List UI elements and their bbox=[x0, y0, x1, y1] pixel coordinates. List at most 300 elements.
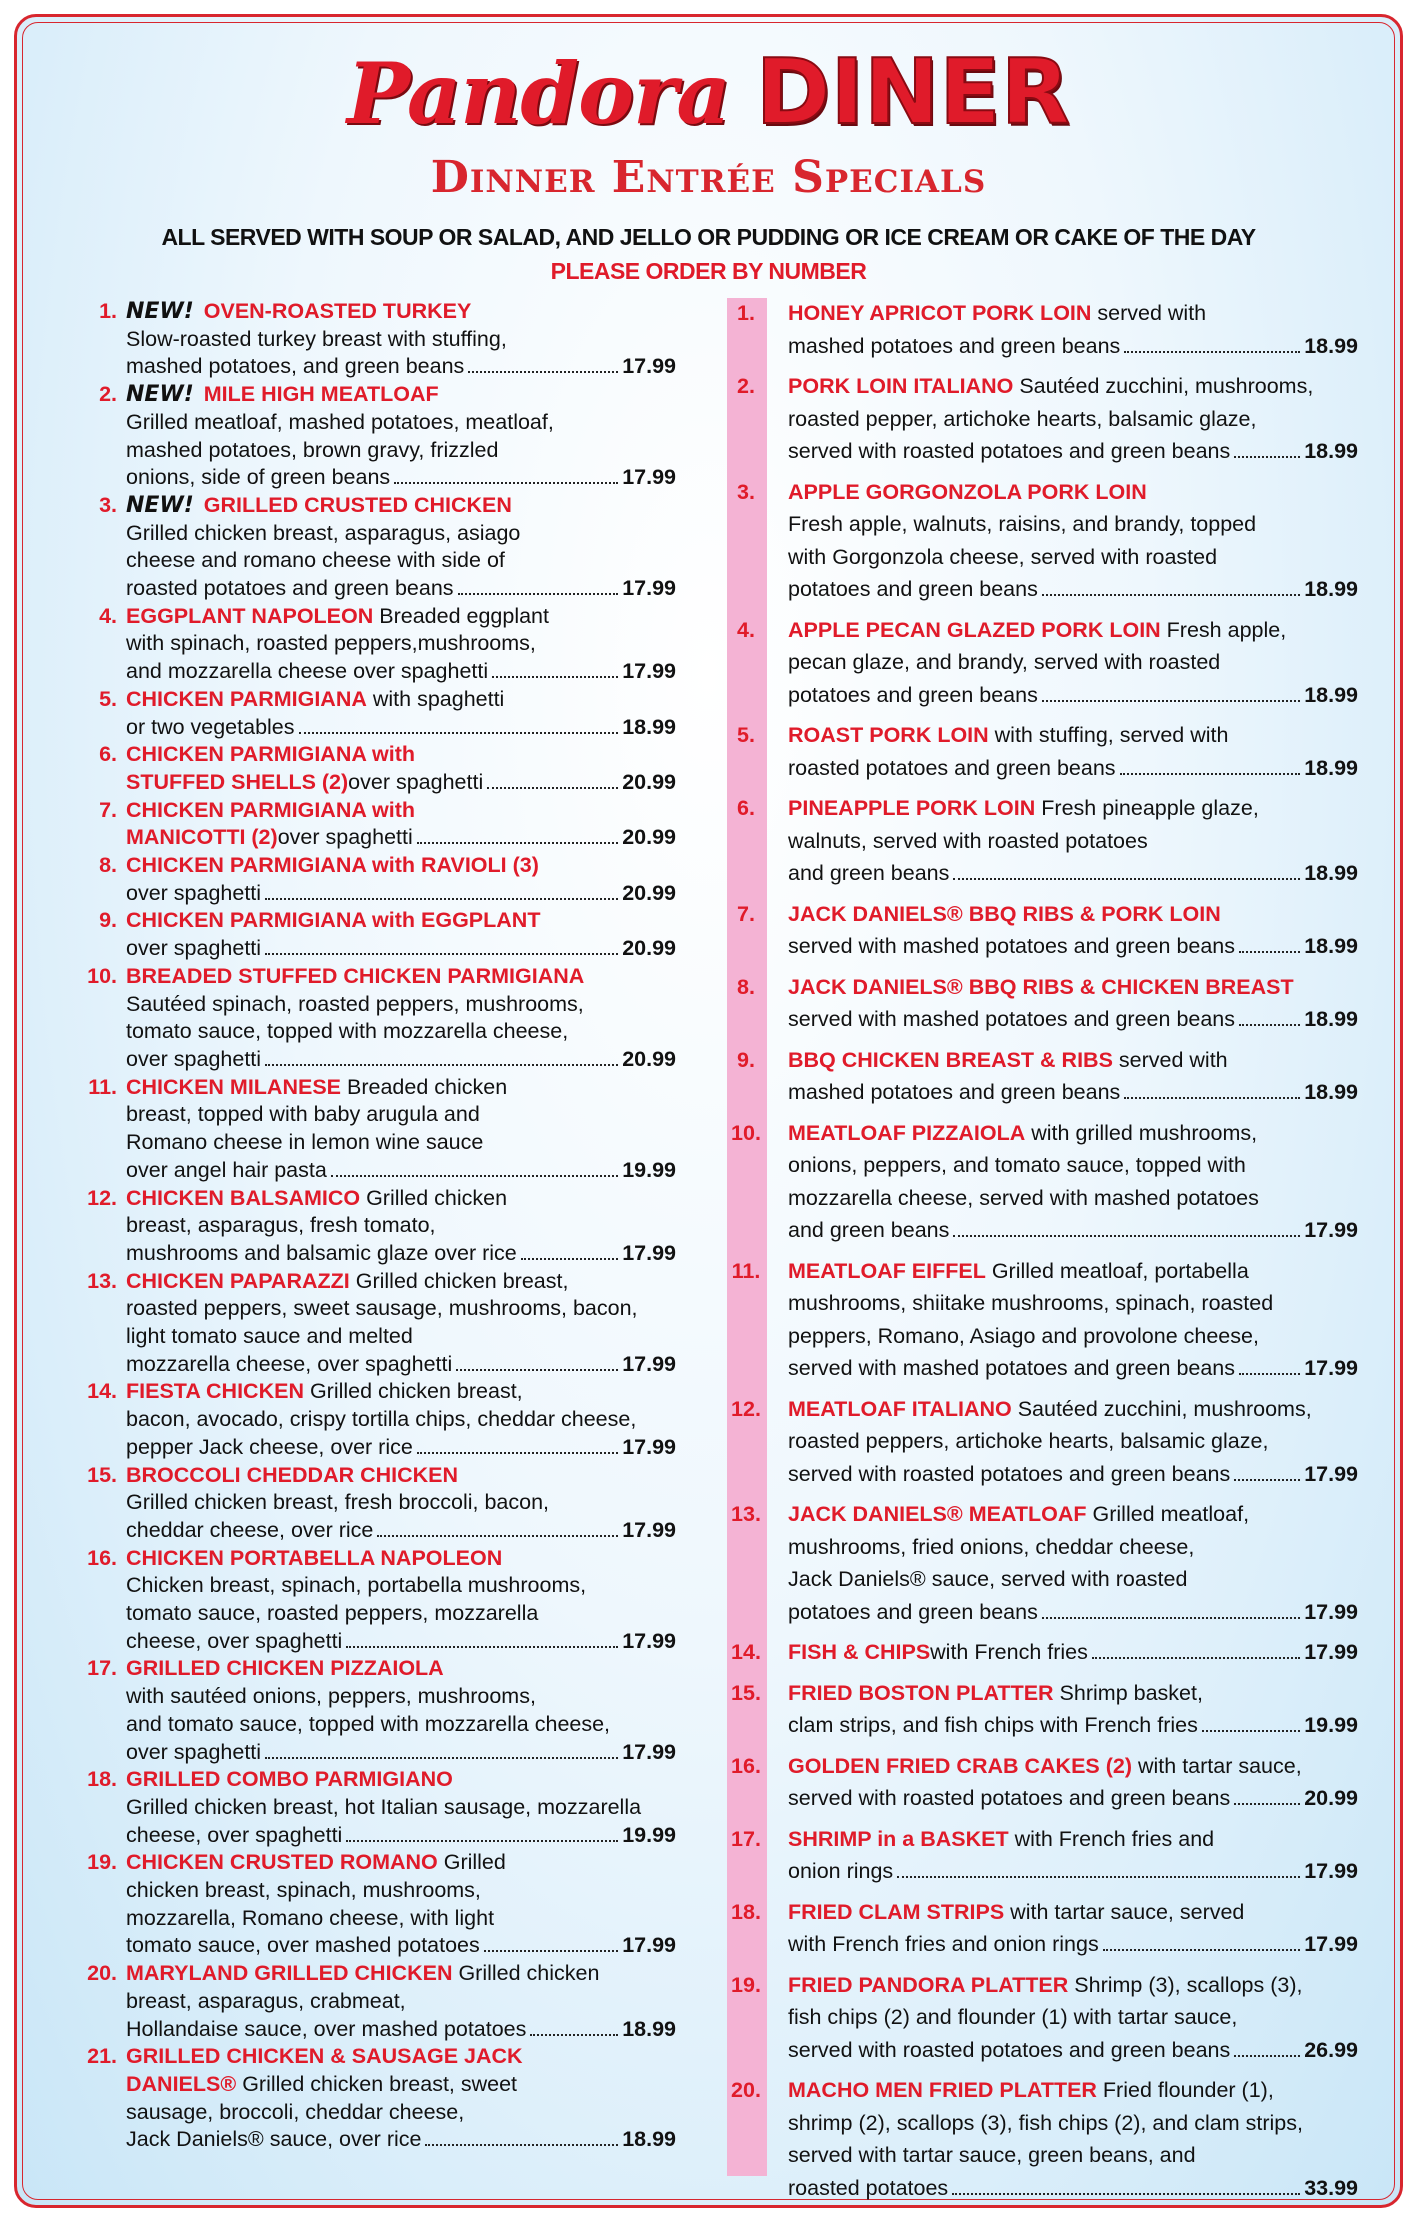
item-name: MEATLOAF ITALIANO bbox=[788, 1396, 1012, 1421]
item-desc: served with bbox=[1091, 301, 1207, 325]
item-price-line bbox=[126, 1351, 676, 1379]
item-description-line: over spaghetti bbox=[126, 880, 262, 905]
item-description-line: with Gorgonzola cheese, served with roasted bbox=[788, 544, 1218, 569]
logo-script-text: Pandora bbox=[346, 44, 730, 143]
item-body bbox=[126, 963, 676, 1074]
item-description-line: mozzarella, Romano cheese, with light bbox=[126, 1905, 495, 1930]
item-name-line bbox=[126, 1074, 676, 1102]
menu-item bbox=[64, 1849, 676, 1960]
item-name: CHICKEN PARMIGIANA with bbox=[126, 797, 416, 822]
item-name-line bbox=[788, 1896, 1358, 1929]
item-name-line bbox=[788, 1255, 1358, 1288]
leader-dots bbox=[1202, 1730, 1300, 1732]
item-description-line: breast, asparagus, fresh tomato, bbox=[126, 1213, 436, 1238]
item-name-line bbox=[788, 1393, 1358, 1426]
item-description-line: tomato sauce, roasted peppers, mozzarella bbox=[126, 1601, 539, 1626]
item-price: 17.99 bbox=[1304, 1461, 1358, 1486]
item-body bbox=[126, 1462, 676, 1545]
item-description-line: with sautéed onions, peppers, mushrooms, bbox=[126, 1684, 536, 1709]
menu-item bbox=[64, 1960, 676, 2043]
item-description-line: roasted potatoes bbox=[788, 2175, 949, 2200]
menu-item bbox=[64, 852, 676, 907]
item-name-line bbox=[788, 2074, 1358, 2107]
leader-dots bbox=[1042, 594, 1300, 596]
item-description-line: Slow-roasted turkey breast with stuffing, bbox=[126, 326, 507, 351]
menu-item bbox=[726, 1393, 1358, 1491]
leader-dots bbox=[1234, 1479, 1300, 1481]
item-body bbox=[126, 1849, 676, 1960]
item-name: CHICKEN PARMIGIANA with RAVIOLI (3) bbox=[126, 853, 539, 878]
item-description-line: cheddar cheese, over rice bbox=[126, 1517, 374, 1542]
item-price-line bbox=[126, 880, 676, 908]
item-number: 17. bbox=[87, 1656, 117, 1681]
menu-item bbox=[64, 963, 676, 1074]
leader-dots bbox=[952, 2193, 1300, 2195]
item-price: 19.99 bbox=[1304, 1713, 1358, 1737]
item-body bbox=[788, 1255, 1358, 1385]
item-name: BBQ CHICKEN BREAST & RIBS bbox=[788, 1047, 1113, 1072]
item-body bbox=[788, 1969, 1358, 2067]
item-body bbox=[126, 381, 676, 492]
item-number: 18. bbox=[87, 1767, 117, 1792]
item-description-line: tomato sauce, topped with mozzarella cheese, bbox=[126, 1019, 569, 1044]
leader-dots bbox=[953, 1235, 1300, 1237]
menu-item bbox=[64, 907, 676, 962]
item-price-line bbox=[126, 1932, 676, 1960]
item-price-line bbox=[126, 1046, 676, 1074]
item-name-line bbox=[788, 1677, 1358, 1710]
item-body bbox=[126, 907, 676, 962]
leader-dots bbox=[1042, 700, 1300, 702]
item-description-line: over spaghetti bbox=[126, 1046, 262, 1071]
item-desc: served with bbox=[1112, 1047, 1228, 1072]
item-price-line bbox=[788, 1596, 1358, 1629]
item-price: 20.99 bbox=[622, 880, 676, 905]
item-description-line: bacon, avocado, crispy tortilla chips, cheddar cheese, bbox=[126, 1407, 637, 1432]
item-price: 18.99 bbox=[622, 2127, 676, 2152]
item-price: 19.99 bbox=[622, 1822, 676, 1847]
item-body bbox=[788, 719, 1358, 784]
item-name-line bbox=[126, 1545, 676, 1573]
item-number: 7. bbox=[99, 797, 117, 822]
item-description-line: with spinach, roasted peppers,mushrooms, bbox=[126, 631, 536, 656]
menu-item bbox=[726, 614, 1358, 712]
item-price-line bbox=[788, 2034, 1358, 2067]
item-number: 10. bbox=[731, 1120, 761, 1145]
item-price-line bbox=[788, 752, 1358, 785]
item-price: 17.99 bbox=[1304, 1932, 1358, 1956]
menu-item bbox=[64, 1268, 676, 1379]
item-description-line: mushrooms, fried onions, cheddar cheese, bbox=[788, 1534, 1195, 1559]
item-number: 7. bbox=[737, 901, 755, 926]
item-desc: Fresh apple, bbox=[1160, 617, 1287, 642]
item-price: 18.99 bbox=[622, 714, 676, 739]
item-description-line: sausage, broccoli, cheddar cheese, bbox=[126, 2099, 465, 2124]
item-name-line bbox=[788, 1636, 1358, 1669]
item-name-line bbox=[126, 1849, 676, 1877]
new-badge: NEW! bbox=[126, 299, 194, 324]
item-desc: Sautéed zucchini, mushrooms, bbox=[1011, 1396, 1312, 1421]
item-name-line bbox=[126, 741, 676, 769]
item-desc: with French fries bbox=[930, 1640, 1088, 1664]
served-with-note: ALL SERVED WITH SOUP OR SALAD, AND JELLO OR PUDDING OR ICE CREAM OR CAKE OF THE DAY bbox=[161, 224, 1256, 250]
item-number: 13. bbox=[87, 1268, 117, 1293]
item-body bbox=[788, 1823, 1358, 1888]
item-price-line bbox=[788, 930, 1358, 963]
item-desc: Shrimp (3), scallops (3), bbox=[1068, 1972, 1303, 1997]
item-name-line bbox=[126, 1185, 676, 1213]
item-price: 17.99 bbox=[622, 1517, 676, 1542]
item-name: FRIED PANDORA PLATTER bbox=[788, 1972, 1069, 1997]
menu-item bbox=[726, 1498, 1358, 1628]
leader-dots bbox=[456, 1369, 618, 1371]
menu-item bbox=[726, 719, 1358, 784]
item-name-line bbox=[788, 614, 1358, 647]
item-price-line bbox=[126, 2016, 676, 2044]
item-number: 9. bbox=[99, 908, 117, 933]
item-name-line bbox=[788, 1969, 1358, 2002]
leader-dots bbox=[1239, 951, 1300, 953]
item-price-line bbox=[788, 1214, 1358, 1247]
item-desc: Grilled chicken breast, bbox=[303, 1379, 523, 1404]
menu-item bbox=[64, 381, 676, 492]
item-description-line: shrimp (2), scallops (3), fish chips (2), and clam strips, bbox=[788, 2110, 1303, 2135]
item-price-line bbox=[126, 658, 676, 686]
item-body bbox=[126, 1655, 676, 1766]
item-body bbox=[788, 1896, 1358, 1961]
item-body bbox=[788, 1636, 1358, 1669]
item-body bbox=[788, 1393, 1358, 1491]
item-name-line bbox=[788, 297, 1358, 330]
item-description-line: served with tartar sauce, green beans, and bbox=[788, 2143, 1196, 2167]
item-body bbox=[788, 297, 1358, 362]
item-name-line bbox=[788, 476, 1358, 509]
item-name: MEATLOAF PIZZAIOLA bbox=[788, 1120, 1026, 1145]
item-price: 20.99 bbox=[622, 769, 676, 794]
item-description-line: Sautéed spinach, roasted peppers, mushrooms, bbox=[126, 991, 584, 1016]
item-name-line bbox=[788, 370, 1358, 403]
item-description-line: served with mashed potatoes and green beans bbox=[788, 934, 1236, 958]
item-price-line bbox=[126, 935, 676, 963]
item-name: HONEY APRICOT PORK LOIN bbox=[788, 301, 1092, 325]
item-number: 10. bbox=[87, 963, 117, 988]
item-price-line bbox=[788, 1076, 1358, 1109]
item-description-line: mozzarella cheese, served with mashed potatoes bbox=[788, 1185, 1259, 1210]
item-description-line: Fresh apple, walnuts, raisins, and brandy, topped bbox=[788, 512, 1257, 536]
item-description-line: cheese, over spaghetti bbox=[126, 1628, 343, 1653]
item-description-line: mashed potatoes and green beans bbox=[788, 1080, 1121, 1104]
item-description-line: and green beans bbox=[788, 861, 950, 885]
item-body bbox=[126, 1960, 676, 2043]
menu-item bbox=[64, 298, 676, 381]
item-price: 20.99 bbox=[622, 1046, 676, 1071]
item-price-line bbox=[788, 573, 1358, 606]
item-name-line bbox=[788, 1823, 1358, 1856]
item-desc: Sautéed zucchini, mushrooms, bbox=[1013, 374, 1314, 398]
item-name: OVEN-ROASTED TURKEY bbox=[203, 299, 472, 323]
item-name-line bbox=[126, 1378, 676, 1406]
item-description-line: mashed potatoes, brown gravy, frizzled bbox=[126, 437, 499, 462]
item-name: CHICKEN MILANESE bbox=[126, 1074, 342, 1099]
item-number: 12. bbox=[87, 1185, 117, 1210]
right-menu-column bbox=[726, 297, 1358, 2212]
item-price-line bbox=[126, 2126, 676, 2154]
item-number: 1. bbox=[737, 301, 755, 325]
item-price-line bbox=[788, 857, 1358, 890]
item-price-line bbox=[126, 575, 676, 603]
item-name-line bbox=[126, 1268, 676, 1296]
menu-item bbox=[64, 1766, 676, 1849]
item-number: 14. bbox=[87, 1379, 117, 1404]
item-description-line: mashed potatoes and green beans bbox=[788, 333, 1121, 358]
menu-item bbox=[726, 1677, 1358, 1742]
item-name: JACK DANIELS® MEATLOAF bbox=[788, 1502, 1087, 1526]
item-desc: with spaghetti bbox=[366, 686, 505, 711]
item-name-cont: MANICOTTI (2) bbox=[126, 825, 278, 850]
item-desc: Breaded eggplant bbox=[373, 603, 549, 628]
item-number: 16. bbox=[731, 1753, 761, 1778]
menu-item bbox=[64, 797, 676, 852]
item-price-line bbox=[788, 1458, 1358, 1491]
item-description-line: over spaghetti bbox=[348, 769, 484, 794]
item-number: 12. bbox=[731, 1396, 761, 1421]
item-name: MACHO MEN FRIED PLATTER bbox=[788, 2078, 1097, 2102]
item-name: EGGPLANT NAPOLEON bbox=[126, 603, 374, 628]
leader-dots bbox=[1124, 351, 1300, 353]
item-price-line bbox=[788, 679, 1358, 712]
item-name: JACK DANIELS® BBQ RIBS & CHICKEN BREAST bbox=[788, 974, 1294, 999]
item-number: 21. bbox=[87, 2044, 117, 2069]
item-name: APPLE PECAN GLAZED PORK LOIN bbox=[788, 617, 1161, 642]
item-number: 11. bbox=[731, 1258, 761, 1283]
item-price-line bbox=[788, 2172, 1358, 2205]
item-description-line: breast, asparagus, crabmeat, bbox=[126, 1988, 406, 2013]
item-name: GRILLED COMBO PARMIGIANO bbox=[126, 1767, 453, 1792]
item-desc: Grilled bbox=[437, 1850, 506, 1875]
item-number: 11. bbox=[88, 1074, 117, 1099]
item-number: 16. bbox=[87, 1545, 117, 1570]
item-name-line bbox=[126, 492, 676, 520]
item-description-line: pepper Jack cheese, over rice bbox=[126, 1434, 413, 1459]
item-body bbox=[126, 298, 676, 381]
menu-item bbox=[726, 2074, 1358, 2204]
item-price: 17.99 bbox=[1304, 1218, 1358, 1242]
item-name-line bbox=[126, 1462, 676, 1490]
menu-item bbox=[64, 1378, 676, 1461]
item-name: MEATLOAF EIFFEL bbox=[788, 1258, 986, 1283]
item-description-line: Romano cheese in lemon wine sauce bbox=[126, 1130, 484, 1155]
item-name: MARYLAND GRILLED CHICKEN bbox=[126, 1961, 453, 1986]
item-name: SHRIMP in a BASKET bbox=[788, 1826, 1009, 1851]
item-number: 6. bbox=[99, 742, 117, 767]
menu-item bbox=[64, 1545, 676, 1656]
item-name: ROAST PORK LOIN bbox=[788, 723, 989, 747]
item-price-line bbox=[126, 1434, 676, 1462]
item-name: CHICKEN PARMIGIANA with bbox=[126, 742, 416, 767]
item-desc: with French fries and bbox=[1008, 1826, 1215, 1851]
item-description-line: served with mashed potatoes and green beans bbox=[788, 1007, 1236, 1031]
item-body bbox=[126, 1074, 676, 1185]
item-price-line bbox=[788, 435, 1358, 468]
item-description-line: over spaghetti bbox=[126, 1739, 262, 1764]
item-name: GRILLED CHICKEN & SAUSAGE JACK bbox=[126, 2044, 523, 2069]
menu-item bbox=[726, 898, 1358, 963]
item-price-line bbox=[126, 1739, 676, 1767]
menu-item bbox=[726, 1636, 1358, 1669]
item-body bbox=[788, 971, 1358, 1036]
item-description-line: tomato sauce, over mashed potatoes bbox=[126, 1933, 480, 1958]
item-description-line: Chicken breast, spinach, portabella mushrooms, bbox=[126, 1573, 587, 1598]
leader-dots bbox=[331, 1175, 618, 1177]
new-badge: NEW! bbox=[126, 492, 194, 518]
item-name-line bbox=[126, 1766, 676, 1794]
item-body bbox=[126, 686, 676, 741]
item-description-line: over angel hair pasta bbox=[126, 1157, 327, 1182]
item-desc: Fresh pineapple glaze, bbox=[1035, 796, 1259, 820]
item-name: CHICKEN CRUSTED ROMANO bbox=[126, 1850, 438, 1875]
menu-item bbox=[64, 686, 676, 741]
item-body bbox=[126, 1378, 676, 1461]
item-description-line: Grilled chicken breast, fresh broccoli, bacon, bbox=[126, 1490, 550, 1515]
item-price: 18.99 bbox=[1304, 1080, 1358, 1104]
leader-dots bbox=[484, 1950, 618, 1952]
menu-item bbox=[726, 370, 1358, 468]
item-price: 18.99 bbox=[1304, 934, 1358, 958]
item-price: 17.99 bbox=[622, 354, 676, 379]
item-price-line bbox=[126, 1822, 676, 1850]
leader-dots bbox=[1092, 1657, 1300, 1659]
item-body bbox=[788, 614, 1358, 712]
leader-dots bbox=[953, 878, 1300, 880]
item-name: CHICKEN PORTABELLA NAPOLEON bbox=[126, 1545, 503, 1570]
item-number: 19. bbox=[87, 1850, 117, 1875]
item-body bbox=[788, 1117, 1358, 1247]
item-body bbox=[788, 1498, 1358, 1628]
menu-item bbox=[726, 476, 1358, 606]
item-body bbox=[788, 2074, 1358, 2204]
item-description-line: peppers, Romano, Asiago and provolone cheese, bbox=[788, 1323, 1259, 1348]
item-description-line: mushrooms and balsamic glaze over rice bbox=[126, 1240, 517, 1265]
leader-dots bbox=[1234, 1803, 1300, 1805]
menu-item bbox=[726, 1969, 1358, 2067]
item-name-cont: DANIELS® bbox=[126, 2072, 237, 2096]
item-name-line bbox=[126, 963, 676, 991]
item-body bbox=[788, 898, 1358, 963]
item-price-line bbox=[126, 353, 676, 381]
item-number: 14. bbox=[731, 1640, 761, 1664]
item-number: 17. bbox=[731, 1826, 761, 1851]
item-price: 17.99 bbox=[1304, 1599, 1358, 1624]
item-price-line bbox=[126, 1240, 676, 1268]
item-description-line: pecan glaze, and brandy, served with roasted bbox=[788, 650, 1221, 674]
item-number: 13. bbox=[731, 1502, 761, 1526]
item-body bbox=[126, 1268, 676, 1379]
item-name-line bbox=[126, 852, 676, 880]
item-desc: Grilled chicken bbox=[452, 1961, 600, 1986]
leader-dots bbox=[1234, 2055, 1300, 2057]
item-description-line: or two vegetables bbox=[126, 714, 295, 739]
leader-dots bbox=[492, 676, 618, 678]
item-price: 17.99 bbox=[622, 1933, 676, 1958]
leader-dots bbox=[265, 1757, 618, 1759]
item-price: 18.99 bbox=[1304, 755, 1358, 780]
item-name: GRILLED CRUSTED CHICKEN bbox=[203, 492, 512, 517]
item-number: 2. bbox=[737, 374, 755, 398]
menu-item bbox=[64, 2043, 676, 2154]
menu-item bbox=[726, 1044, 1358, 1109]
item-body bbox=[788, 370, 1358, 468]
item-name-line bbox=[788, 719, 1358, 752]
item-description-line: onions, peppers, and tomato sauce, topped with bbox=[788, 1153, 1246, 1177]
item-name-line bbox=[788, 898, 1358, 931]
item-description-line: and green beans bbox=[788, 1218, 950, 1242]
item-price-line bbox=[788, 1855, 1358, 1888]
item-price: 17.99 bbox=[622, 1434, 676, 1459]
item-description-line: served with mashed potatoes and green beans bbox=[788, 1356, 1236, 1380]
item-desc: Grilled chicken breast, bbox=[349, 1268, 569, 1293]
item-price-line bbox=[788, 1352, 1358, 1385]
item-price: 20.99 bbox=[622, 936, 676, 961]
item-price: 17.99 bbox=[622, 1351, 676, 1376]
item-description-line: with French fries and onion rings bbox=[788, 1932, 1099, 1956]
item-number: 8. bbox=[737, 974, 755, 999]
item-name-line bbox=[126, 1655, 676, 1683]
item-name: FISH & CHIPS bbox=[788, 1640, 931, 1664]
menu-item bbox=[726, 971, 1358, 1036]
item-name-line bbox=[126, 603, 676, 631]
item-description-line: potatoes and green beans bbox=[788, 577, 1038, 601]
item-price: 19.99 bbox=[622, 1157, 676, 1182]
item-description-line: walnuts, served with roasted potatoes bbox=[788, 828, 1148, 853]
item-number: 18. bbox=[731, 1899, 761, 1924]
menu-item bbox=[726, 792, 1358, 890]
item-price: 33.99 bbox=[1304, 2175, 1358, 2200]
item-name: CHICKEN PARMIGIANA bbox=[126, 686, 367, 711]
item-price-line bbox=[126, 1517, 676, 1545]
item-body bbox=[126, 852, 676, 907]
item-price: 17.99 bbox=[622, 659, 676, 684]
leader-dots bbox=[458, 593, 619, 595]
leader-dots bbox=[487, 787, 618, 789]
item-price-line bbox=[126, 1628, 676, 1656]
item-price: 26.99 bbox=[1304, 2037, 1358, 2062]
item-price-line bbox=[126, 1157, 676, 1185]
item-price-line bbox=[788, 1782, 1358, 1815]
item-number: 20. bbox=[731, 2078, 761, 2102]
item-name: PINEAPPLE PORK LOIN bbox=[788, 796, 1036, 820]
item-description-line: cheese, over spaghetti bbox=[126, 1822, 343, 1847]
leader-dots bbox=[1239, 1373, 1300, 1375]
item-price: 17.99 bbox=[1304, 1859, 1358, 1883]
item-description-line: served with roasted potatoes and green beans bbox=[788, 439, 1231, 463]
item-body bbox=[788, 1677, 1358, 1742]
item-price: 17.99 bbox=[622, 465, 676, 490]
menu-item bbox=[64, 1655, 676, 1766]
leader-dots bbox=[897, 1876, 1300, 1878]
left-menu-column bbox=[64, 298, 676, 2154]
item-name-line bbox=[788, 1117, 1358, 1150]
item-description-line: mushrooms, shiitake mushrooms, spinach, roasted bbox=[788, 1291, 1274, 1315]
item-body bbox=[126, 1545, 676, 1656]
item-name: GOLDEN FRIED CRAB CAKES (2) bbox=[788, 1753, 1133, 1778]
item-price: 18.99 bbox=[1304, 333, 1358, 358]
item-price: 17.99 bbox=[622, 1739, 676, 1764]
item-description-line: Jack Daniels® sauce, over rice bbox=[126, 2127, 422, 2152]
item-number: 3. bbox=[99, 492, 117, 517]
item-description-line: Grilled chicken breast, hot Italian sausage, mozzarella bbox=[126, 1794, 642, 1819]
item-number: 1. bbox=[99, 299, 117, 323]
item-description-line: Grilled chicken breast, asparagus, asiago bbox=[126, 520, 521, 545]
